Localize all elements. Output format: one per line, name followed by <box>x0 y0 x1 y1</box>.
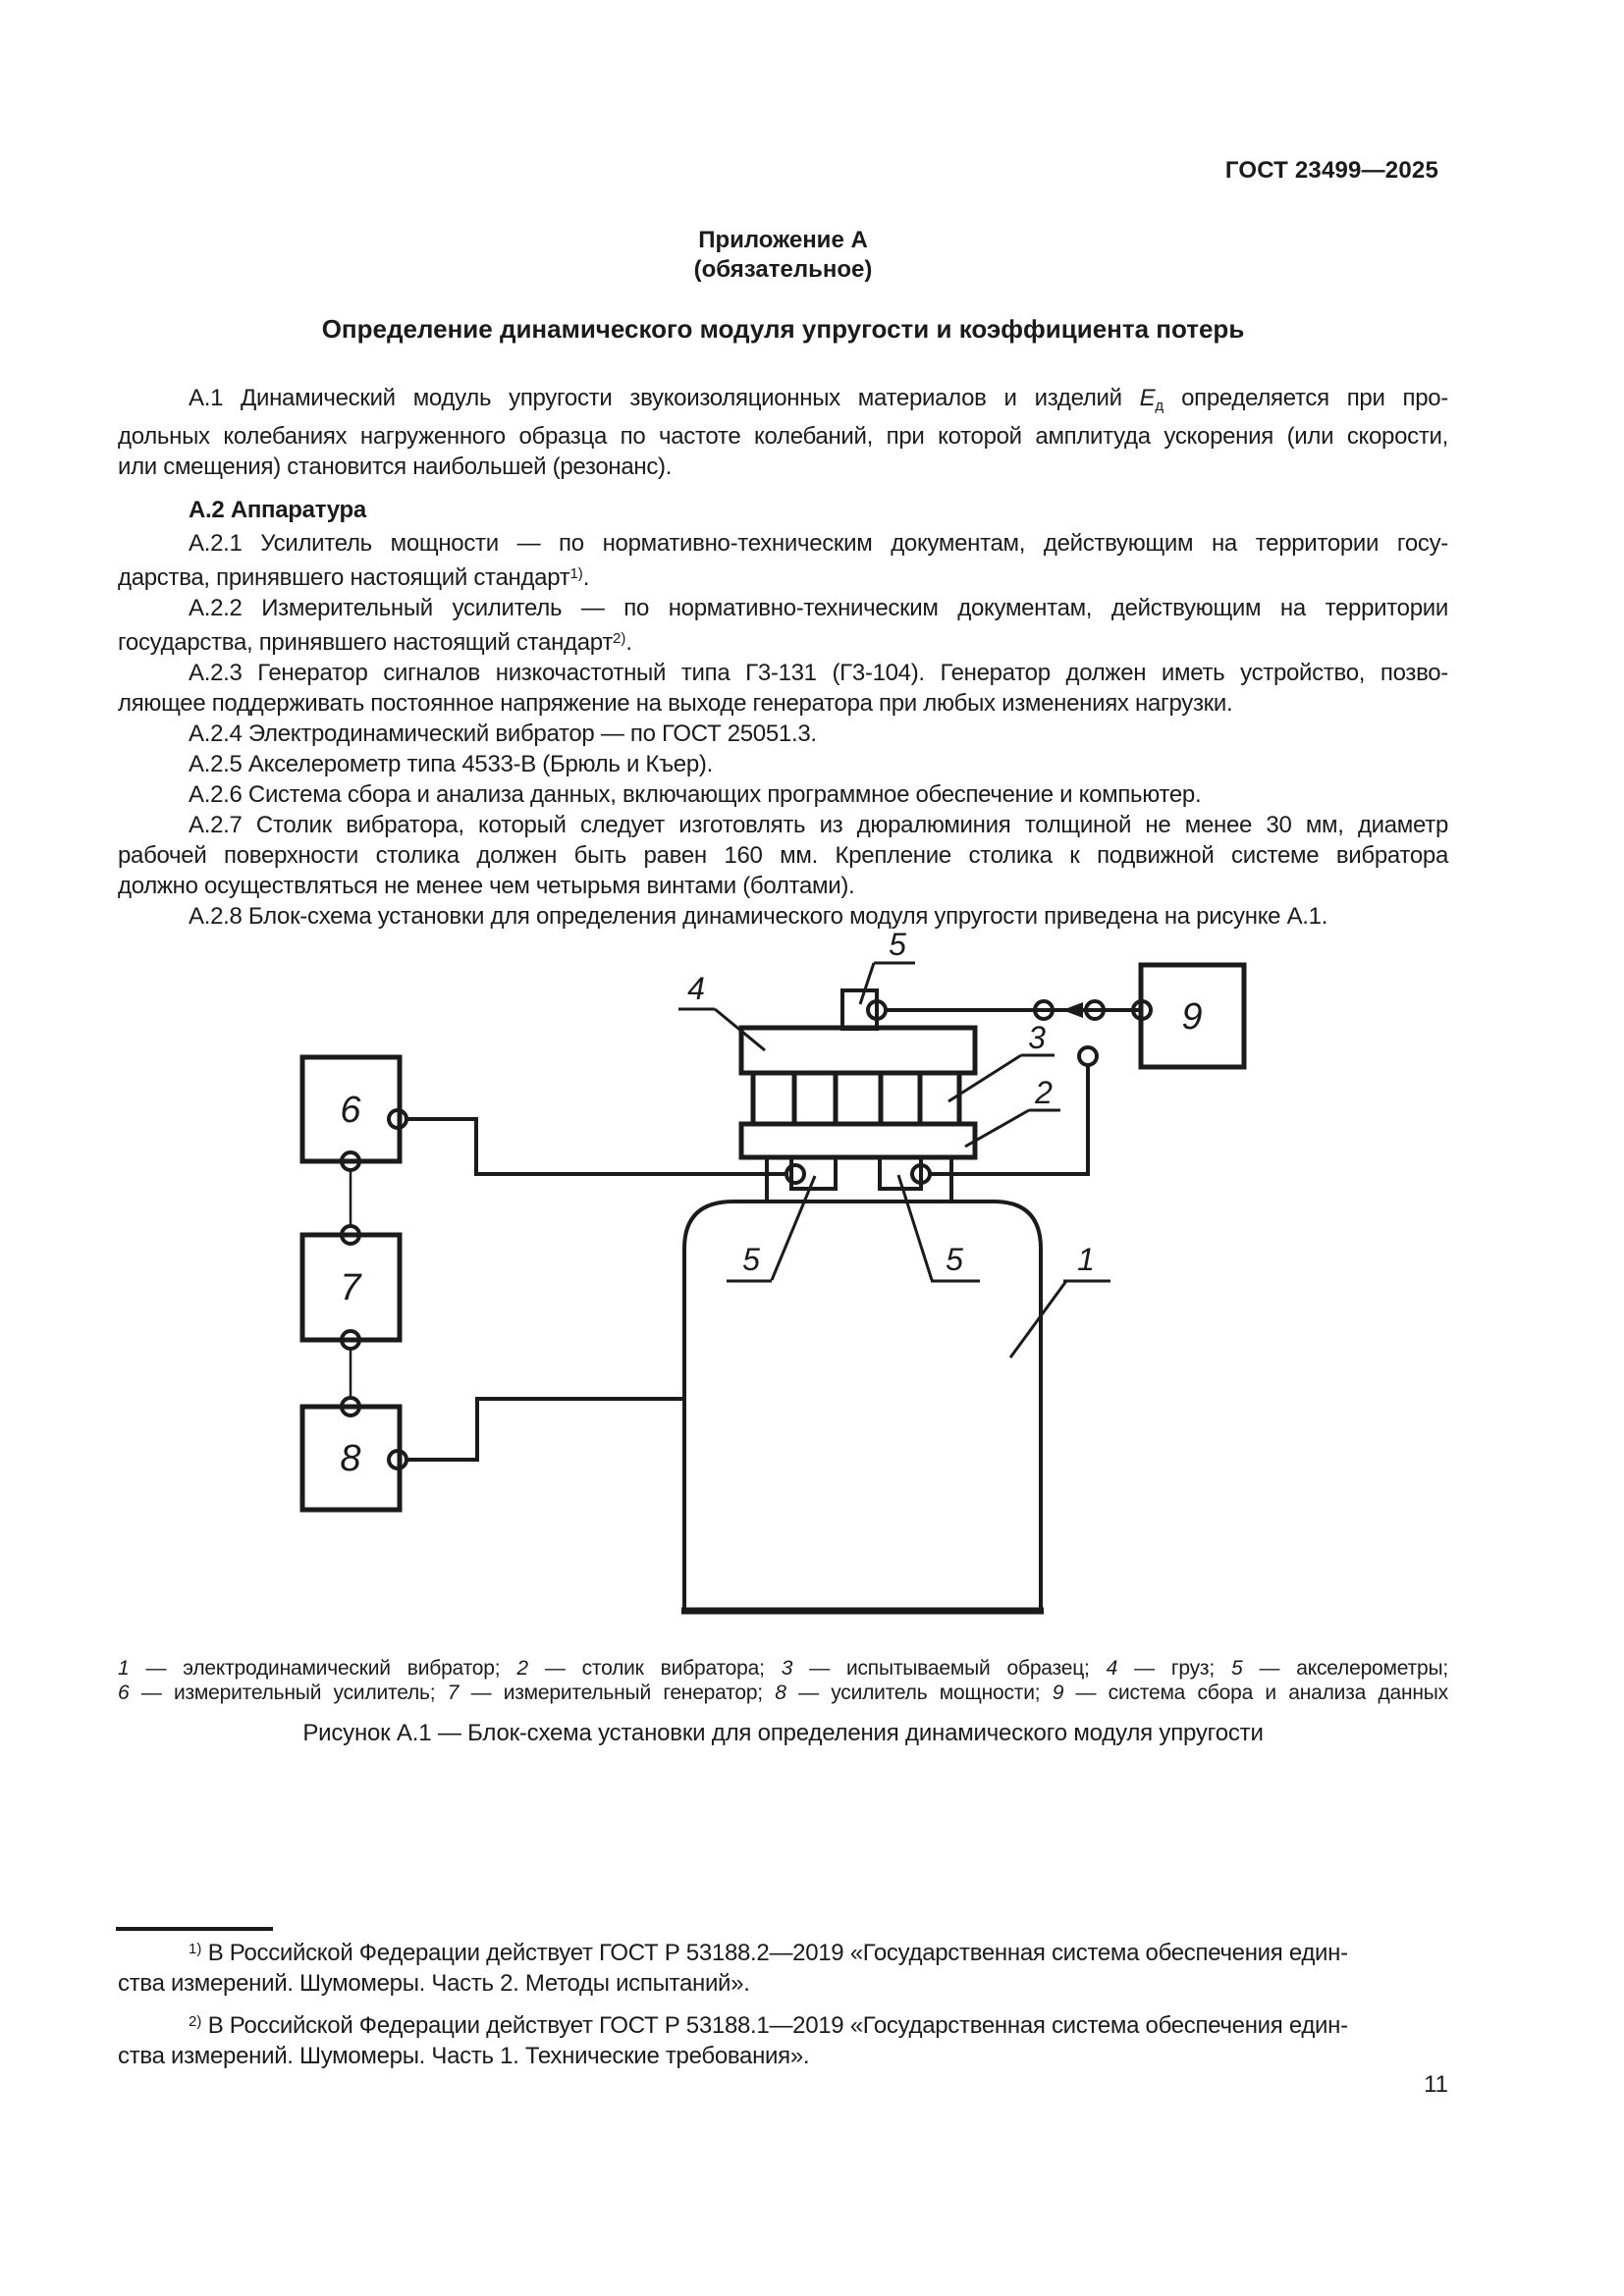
paragraph-line: рабочей поверхности столика должен быть равен 160 мм. Крепление столика к подвижной системе вибратора <box>118 842 1448 869</box>
paragraph-line: или смещения) становится наибольшей (резонанс). <box>118 454 673 480</box>
section-title: Определение динамического модуля упругости и коэффициента потерь <box>321 314 1245 344</box>
figure-label-2: 2 <box>1035 1075 1053 1110</box>
leader-1 <box>1010 1281 1110 1358</box>
leader-2 <box>965 1110 1060 1147</box>
wire-8-to-body <box>406 1399 686 1460</box>
paragraph-line: А.2.1 Усилитель мощности — по нормативно-техническим документам, действующим на территории госу- <box>189 530 1448 557</box>
load-box <box>741 1028 975 1073</box>
paragraph-line: А.2.6 Система сбора и анализа данных, включающих программное обеспечение и компьютер. <box>189 781 1202 808</box>
figure-label-5-top: 5 <box>889 927 906 962</box>
footnote-line: $^{1)}$ В Российской Федерации действует ГОСТ Р 53188.2—2019 «Государственная система обеспечения един- <box>189 1940 1348 1966</box>
footnote-rule <box>116 1927 273 1931</box>
figure-label-4: 4 <box>687 971 705 1006</box>
annex-label: Приложение А <box>698 227 868 253</box>
block-diagram-figure <box>0 913 1624 1639</box>
footnote-line: ства измерений. Шумомеры. Часть 1. Технические требования». <box>118 2043 810 2069</box>
footnotes <box>118 1934 1448 2071</box>
figure-label-6: 6 <box>340 1090 361 1131</box>
figure-wires <box>406 1010 1141 1460</box>
figure-legend <box>118 1656 1448 1705</box>
figure-label-5-left: 5 <box>742 1242 760 1277</box>
legend-line: 1 — электродинамический вибратор; 2 — столик вибратора; 3 — испытываемый образец; 4 — груз; 5 — акселерометры; <box>118 1657 1448 1680</box>
leader-lines <box>678 963 1110 1358</box>
page-number: 11 <box>1424 2071 1448 2098</box>
paragraph-line: дольных колебаниях нагруженного образца по частоте колебаний, при которой амплитуда ускорения (или скорости, <box>118 423 1448 450</box>
paragraph-line: А.2.5 Акселерометр типа 4533-В (Брюль и Къер). <box>189 751 713 777</box>
paragraph-line: дарства, принявшего настоящий стандарт$^{1)}$. <box>118 564 590 591</box>
vibrator-table <box>741 1124 975 1157</box>
paragraph-line: должно осуществляться не менее чем четырьмя винтами (болтами). <box>118 873 855 899</box>
figure-label-9: 9 <box>1181 996 1203 1038</box>
paragraph-line: А.2.8 Блок-схема установки для определения динамического модуля упругости приведена на рисунке А.1. <box>189 903 1328 930</box>
figure-caption: Рисунок А.1 — Блок-схема установки для определения динамического модуля упругости <box>302 1720 1264 1746</box>
paragraph-line: А.2.3 Генератор сигналов низкочастотный типа Г3-131 (Г3-104). Генератор должен иметь устройство, позво- <box>189 660 1448 686</box>
footnote-line: ства измерений. Шумомеры. Часть 2. Методы испытаний». <box>118 1970 750 1997</box>
paragraph-line: А.2.4 Электродинамический вибратор — по ГОСТ 25051.3. <box>189 721 817 747</box>
footnote-line: $^{2)}$ В Российской Федерации действует ГОСТ Р 53188.1—2019 «Государственная система обеспечения един- <box>189 2012 1348 2039</box>
paragraph-line: ляющее поддерживать постоянное напряжение на выходе генератора при любых изменениях нагрузки. <box>118 690 1233 717</box>
subsection-heading: А.2 Аппаратура <box>189 497 366 523</box>
standard-designation: ГОСТ 23499—2025 <box>1224 157 1438 184</box>
body-text <box>118 383 1448 932</box>
paragraph-line: А.1 Динамический модуль упругости звукоизоляционных материалов и изделий $Е_д$ определяется при про- <box>189 385 1448 414</box>
paragraph-line: А.2.2 Измерительный усилитель — по нормативно-техническим документам, действующим на территории <box>189 595 1448 621</box>
leader-5-left <box>727 1176 815 1281</box>
accelerometer-top <box>842 990 877 1029</box>
figure-label-1: 1 <box>1077 1242 1095 1277</box>
paragraph-line: государства, принявшего настоящий стандарт$^{2)}$. <box>118 629 632 656</box>
figure-label-5-right: 5 <box>946 1242 963 1277</box>
annex-heading <box>118 226 1448 285</box>
figure-label-3: 3 <box>1028 1020 1046 1055</box>
wire-6-to-left-accel <box>406 1119 786 1174</box>
sample-ribs <box>753 1073 959 1124</box>
vibrator-body <box>684 1201 1041 1611</box>
leader-5-right <box>898 1175 980 1281</box>
figure-label-8: 8 <box>340 1438 361 1479</box>
legend-line: 6 — измерительный усилитель; 7 — измерительный генератор; 8 — усилитель мощности; 9 — система сбора и анализа данных <box>118 1682 1448 1704</box>
figure-label-7: 7 <box>340 1267 361 1308</box>
signal-arrow <box>1062 1002 1083 1018</box>
annex-note: (обязательное) <box>693 256 873 283</box>
leader-5-top <box>860 963 915 1004</box>
paragraph-line: А.2.7 Столик вибратора, который следует изготовлять из дюралюминия толщиной не менее 30 мм, диаметр <box>189 812 1448 838</box>
